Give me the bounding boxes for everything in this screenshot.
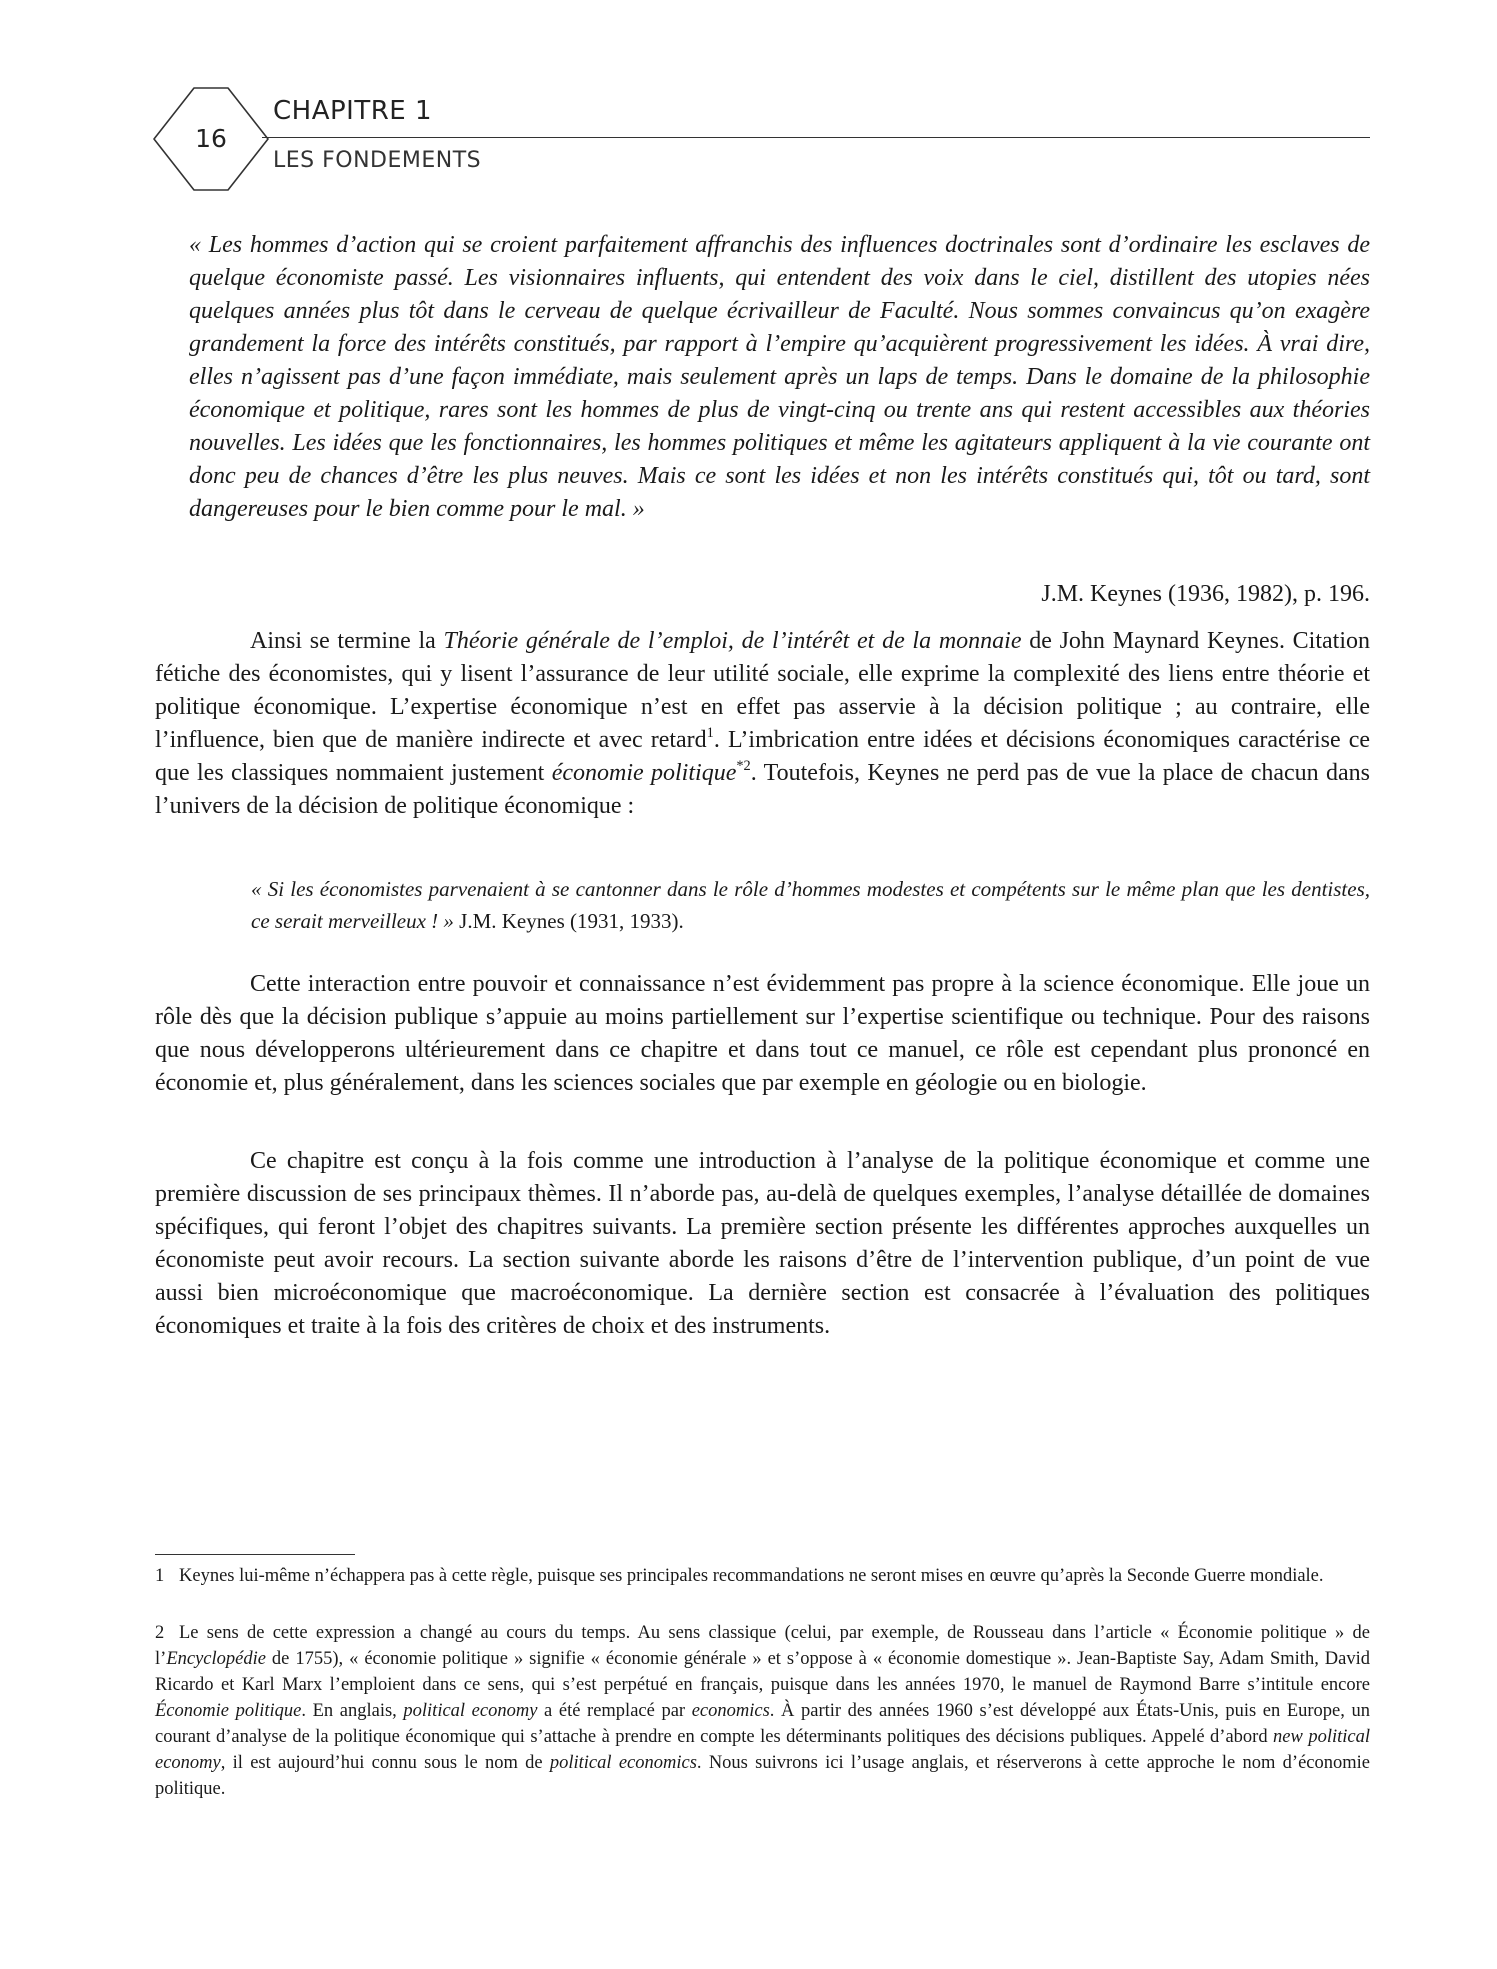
footnote-text: Keynes lui-même n’échappera pas à cette règle, puisque ses principales recommandations ne seront mises en œuvre qu’après la Seconde Guerre mondiale. (179, 1566, 1324, 1586)
footnote-italic: Économie politique (155, 1701, 302, 1721)
footnote-2 (155, 1620, 1370, 1802)
footnote-text: de 1755), « économie politique » signifie « économie générale » et s’oppose à « économie domestique ». Jean-Baptiste Say, Adam Smith, David Ricardo et Karl Marx l’emploient dans ce sens, qui s’est perpétué en français, puisque dans les années 1970, le manuel de Raymond Barre s’intitule encore (155, 1649, 1370, 1695)
paragraph-3: Ce chapitre est conçu à la fois comme une introduction à l’analyse de la politique économique et comme une première discussion de ses principaux thèmes. Il n’aborde pas, au-delà de quelques exemples, l’analyse détaillée de domaines spécifiques, qui feront l’objet des chapitres suivants. La première section présente les différentes approches auxquelles un économiste peut avoir recours. La section suivante aborde les raisons d’être de l’intervention publique, d’un point de vue aussi bien microéconomique que macroéconomique. La dernière section est consacrée à l’évaluation des politiques économiques et traite à la fois des critères de choix et des instruments. (155, 1148, 1370, 1339)
footnote-number: 2 (155, 1623, 165, 1643)
paragraph-1-text-d: . Toutefois, Keynes ne perd pas de vue la place de chacun dans l’univers de la décision de politique économique : (155, 760, 1370, 819)
paragraph-2: Cette interaction entre pouvoir et connaissance n’est évidemment pas propre à la science économique. Elle joue un rôle dès que la décision publique s’appuie au moins partiellement sur l’expertise scientifique ou technique. Pour des raisons que nous développerons ultérieurement dans ce chapitre et dans tout ce manuel, ce rôle est cependant plus prononcé en économie et, plus généralement, dans les sciences sociales que par exemple en géologie ou en biologie. (155, 971, 1370, 1096)
block-quote-attribution: J.M. Keynes (1931, 1933). (453, 909, 684, 933)
footnote-text: . À partir des années 1960 s’est développé aux États-Unis, puis en Europe, un courant d’analyse de la politique économique qui s’attache à prendre en compte les déterminants politiques des décisions publiques. Appelé d’abord (155, 1701, 1371, 1747)
footnote-number: 1 (155, 1566, 165, 1586)
footnote-ref-1[interactable]: 1 (706, 724, 714, 741)
section-title: LES FONDEMENTS (273, 148, 482, 173)
glossary-term: économie politique (551, 760, 737, 786)
block-quote (251, 873, 1370, 937)
chapter-title: CHAPITRE 1 (273, 96, 433, 126)
footnote-italic: political economics (549, 1753, 697, 1773)
header-rule (262, 137, 1370, 138)
footnote-rule (155, 1554, 355, 1555)
footnote-italic: new political economy (155, 1727, 1370, 1773)
footnote-text: , il est aujourd’hui connu sous le nom de (220, 1753, 550, 1773)
footnote-italic: economics (691, 1701, 770, 1721)
footnote-text: . En anglais, (301, 1701, 404, 1721)
footnote-text: a été remplacé par (537, 1701, 692, 1721)
footnote-ref-2[interactable]: *2 (736, 757, 751, 774)
epigraph-quote: « Les hommes d’action qui se croient parfaitement affranchis des influences doctrinales sont d’ordinaire les esclaves de quelque économiste passé. Les visionnaires influents, qui entendent des voix dans le ciel, distillent des utopies nées quelques années plus tôt dans le cerveau de quelque écrivailleur de Faculté. Nous sommes convaincus qu’on exagère grandement la force des intérêts constitués, par rapport à l’empire qu’acquièrent progressivement les idées. À vrai dire, elles n’agissent pas d’une façon immédiate, mais seulement après un laps de temps. Dans le domaine de la philosophie économique et politique, rares sont les hommes de plus de vingt-cinq ou trente ans qui restent accessibles aux théories nouvelles. Les idées que les fonctionnaires, les hommes politiques et même les agitateurs appliquent à la vie courante ont donc peu de chances d’être les plus neuves. Mais ce sont les idées et non les intérêts constitués qui, tôt ou tard, sont dangereuses pour le bien comme pour le mal. » (189, 232, 1370, 522)
book-title: Théorie générale de l’emploi, de l’intérêt et de la monnaie (443, 628, 1022, 654)
paragraph-1-text-c: . L’imbrication entre idées et décisions économiques caractérise ce que les classiques nommaient justement (155, 727, 1371, 786)
footnote-italic: Encyclopédie (166, 1649, 266, 1669)
page-number-badge (152, 86, 270, 192)
footnote-text: Le sens de cette expression a changé au cours du temps. Au sens classique (celui, par exemple, de Rousseau dans l’article « Économie politique » de l’ (155, 1623, 1370, 1669)
footnote-text: . Nous suivrons ici l’usage anglais, et réserverons à cette approche le nom d’économie politique. (155, 1753, 1370, 1799)
paragraph-1 (155, 625, 1370, 823)
paragraph-1-text-b: de John Maynard Keynes. Citation fétiche des économistes, qui y lisent l’assurance de leur utilité sociale, elle exprime la complexité des liens entre théorie et politique économique. L’expertise économique n’est en effet pas asservie à la décision politique ; au contraire, elle l’influence, bien que de manière indirecte et avec retard (155, 628, 1371, 753)
footnote-1 (155, 1563, 1370, 1589)
page-number: 16 (195, 124, 227, 153)
epigraph-attribution: J.M. Keynes (1936, 1982), p. 196. (1041, 581, 1370, 607)
paragraph-1-text-a: Ainsi se termine la (250, 628, 444, 654)
block-quote-text: « Si les économistes parvenaient à se cantonner dans le rôle d’hommes modestes et compétents sur le même plan que les dentistes, ce serait merveilleux ! » (251, 877, 1370, 933)
footnote-italic: political economy (403, 1701, 538, 1721)
